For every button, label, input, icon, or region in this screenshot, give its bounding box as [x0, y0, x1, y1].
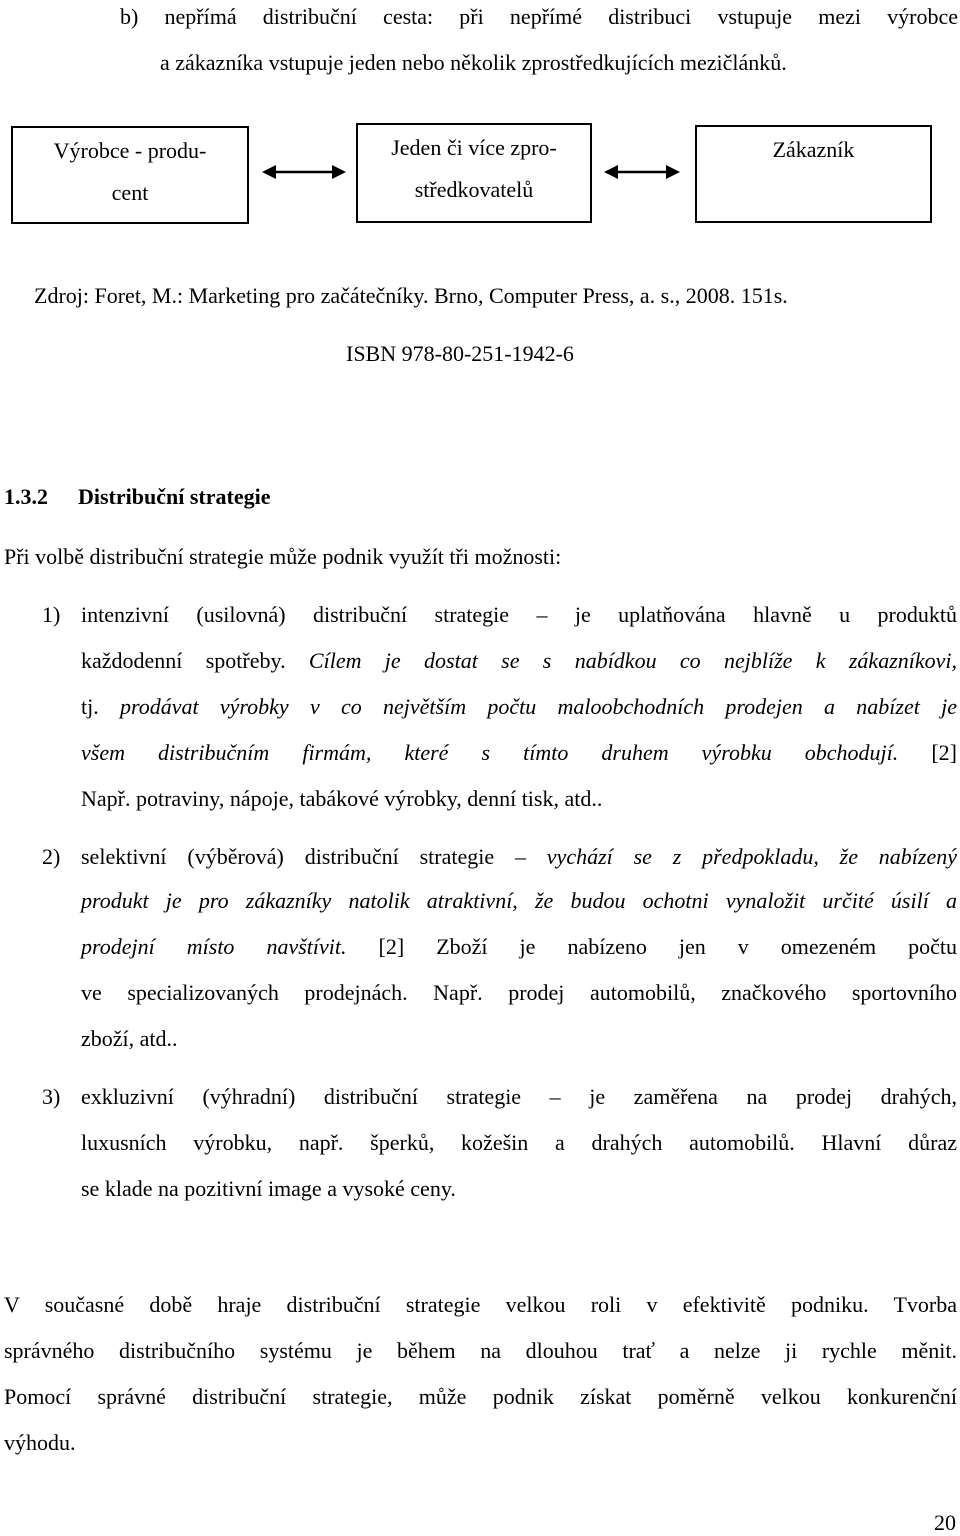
item-2-number: 2)	[42, 844, 61, 869]
item-1-line-2	[81, 648, 957, 674]
item-2-text: selektivní (výběrová) distribuční strategie –	[81, 844, 547, 869]
closing-line-3: Pomocí správné distribuční strategie, může podnik získat poměrně velkou konkurenční	[4, 1384, 957, 1409]
item-3-line-3: se klade na pozitivní image a vysoké ceny.	[81, 1176, 456, 1201]
intermediaries-box-line-2: středkovatelů	[414, 177, 534, 202]
section-number: 1.3.2	[4, 484, 48, 509]
customer-box-line-1: Zákazník	[772, 137, 855, 162]
producer-box	[11, 126, 249, 224]
item-1-emphasis: prodávat výrobky v co největším počtu maloobchodních prodejen a nabízet je	[120, 694, 957, 719]
item-2-line-3	[81, 934, 957, 960]
item-2-line-5: zboží, atd..	[81, 1026, 178, 1051]
page-number: 20	[934, 1510, 956, 1535]
intermediaries-box	[356, 123, 592, 223]
item-3-line-1: exkluzivní (výhradní) distribuční strategie – je zaměřena na prodej drahých,	[81, 1084, 957, 1109]
section-lead: Při volbě distribuční strategie může podnik využít tři možnosti:	[4, 544, 562, 569]
item-2-text: [2] Zboží je nabízeno jen v omezeném počtu	[346, 934, 957, 959]
item-1-line-3	[81, 694, 957, 720]
item-1-text: každodenní spotřeby.	[81, 648, 309, 673]
customer-box	[695, 125, 932, 223]
item-2-emphasis: vychází se z předpokladu, že nabízený	[546, 844, 958, 869]
item-2-line-2	[81, 888, 957, 914]
item-2-line-1	[81, 844, 957, 870]
item-1-emphasis: Cílem je dostat se s nabídkou co nejblíže k zákazníkovi,	[308, 648, 958, 673]
item-1-emphasis: všem distribučním firmám, které s tímto druhem výrobku obchodují.	[81, 740, 899, 765]
intro-line-1: b) nepřímá distribuční cesta: při nepřímé distribuci vstupuje mezi výrobce	[120, 4, 958, 29]
item-1-line-1: intenzivní (usilovná) distribuční strategie – je uplatňována hlavně u produktů	[81, 602, 957, 627]
closing-line-1: V současné době hraje distribuční strategie velkou roli v efektivitě podniku. Tvorba	[4, 1292, 957, 1317]
closing-line-4: výhodu.	[4, 1430, 76, 1455]
item-2-emphasis: prodejní místo navštívit.	[81, 934, 347, 959]
double-arrow-icon	[604, 162, 680, 182]
item-2-emphasis: produkt je pro zákazníky natolik atraktivní, že budou ochotni vynaložit určité úsilí a	[81, 888, 957, 913]
item-2-line-4: ve specializovaných prodejnách. Např. prodej automobilů, značkového sportovního	[81, 980, 957, 1005]
section-heading	[4, 484, 270, 510]
item-3-number: 3)	[42, 1084, 61, 1109]
double-arrow-icon	[262, 162, 346, 182]
citation: [2]	[898, 740, 957, 765]
item-1-line-4	[81, 740, 957, 766]
intro-line-2: a zákazníka vstupuje jeden nebo několik zprostředkujících mezičlánků.	[160, 50, 787, 75]
closing-line-2: správného distribučního systému je během na dlouhou trať a nelze ji rychle měnit.	[4, 1338, 957, 1363]
source-line-2: ISBN 978-80-251-1942-6	[346, 341, 574, 366]
item-3-line-2: luxusních výrobku, např. šperků, kožešin a drahých automobilů. Hlavní důraz	[81, 1130, 957, 1155]
section-title: Distribuční strategie	[78, 484, 271, 509]
producer-box-line-2: cent	[111, 180, 149, 205]
item-1-text: tj.	[81, 694, 120, 719]
source-line-1: Zdroj: Foret, M.: Marketing pro začátečníky. Brno, Computer Press, a. s., 2008. 151s.	[34, 283, 788, 308]
item-1-number: 1)	[42, 602, 61, 627]
intermediaries-box-line-1: Jeden či více zpro-	[391, 135, 557, 160]
item-1-line-5: Např. potraviny, nápoje, tabákové výrobky, denní tisk, atd..	[81, 786, 603, 811]
producer-box-line-1: Výrobce - produ-	[53, 138, 207, 163]
